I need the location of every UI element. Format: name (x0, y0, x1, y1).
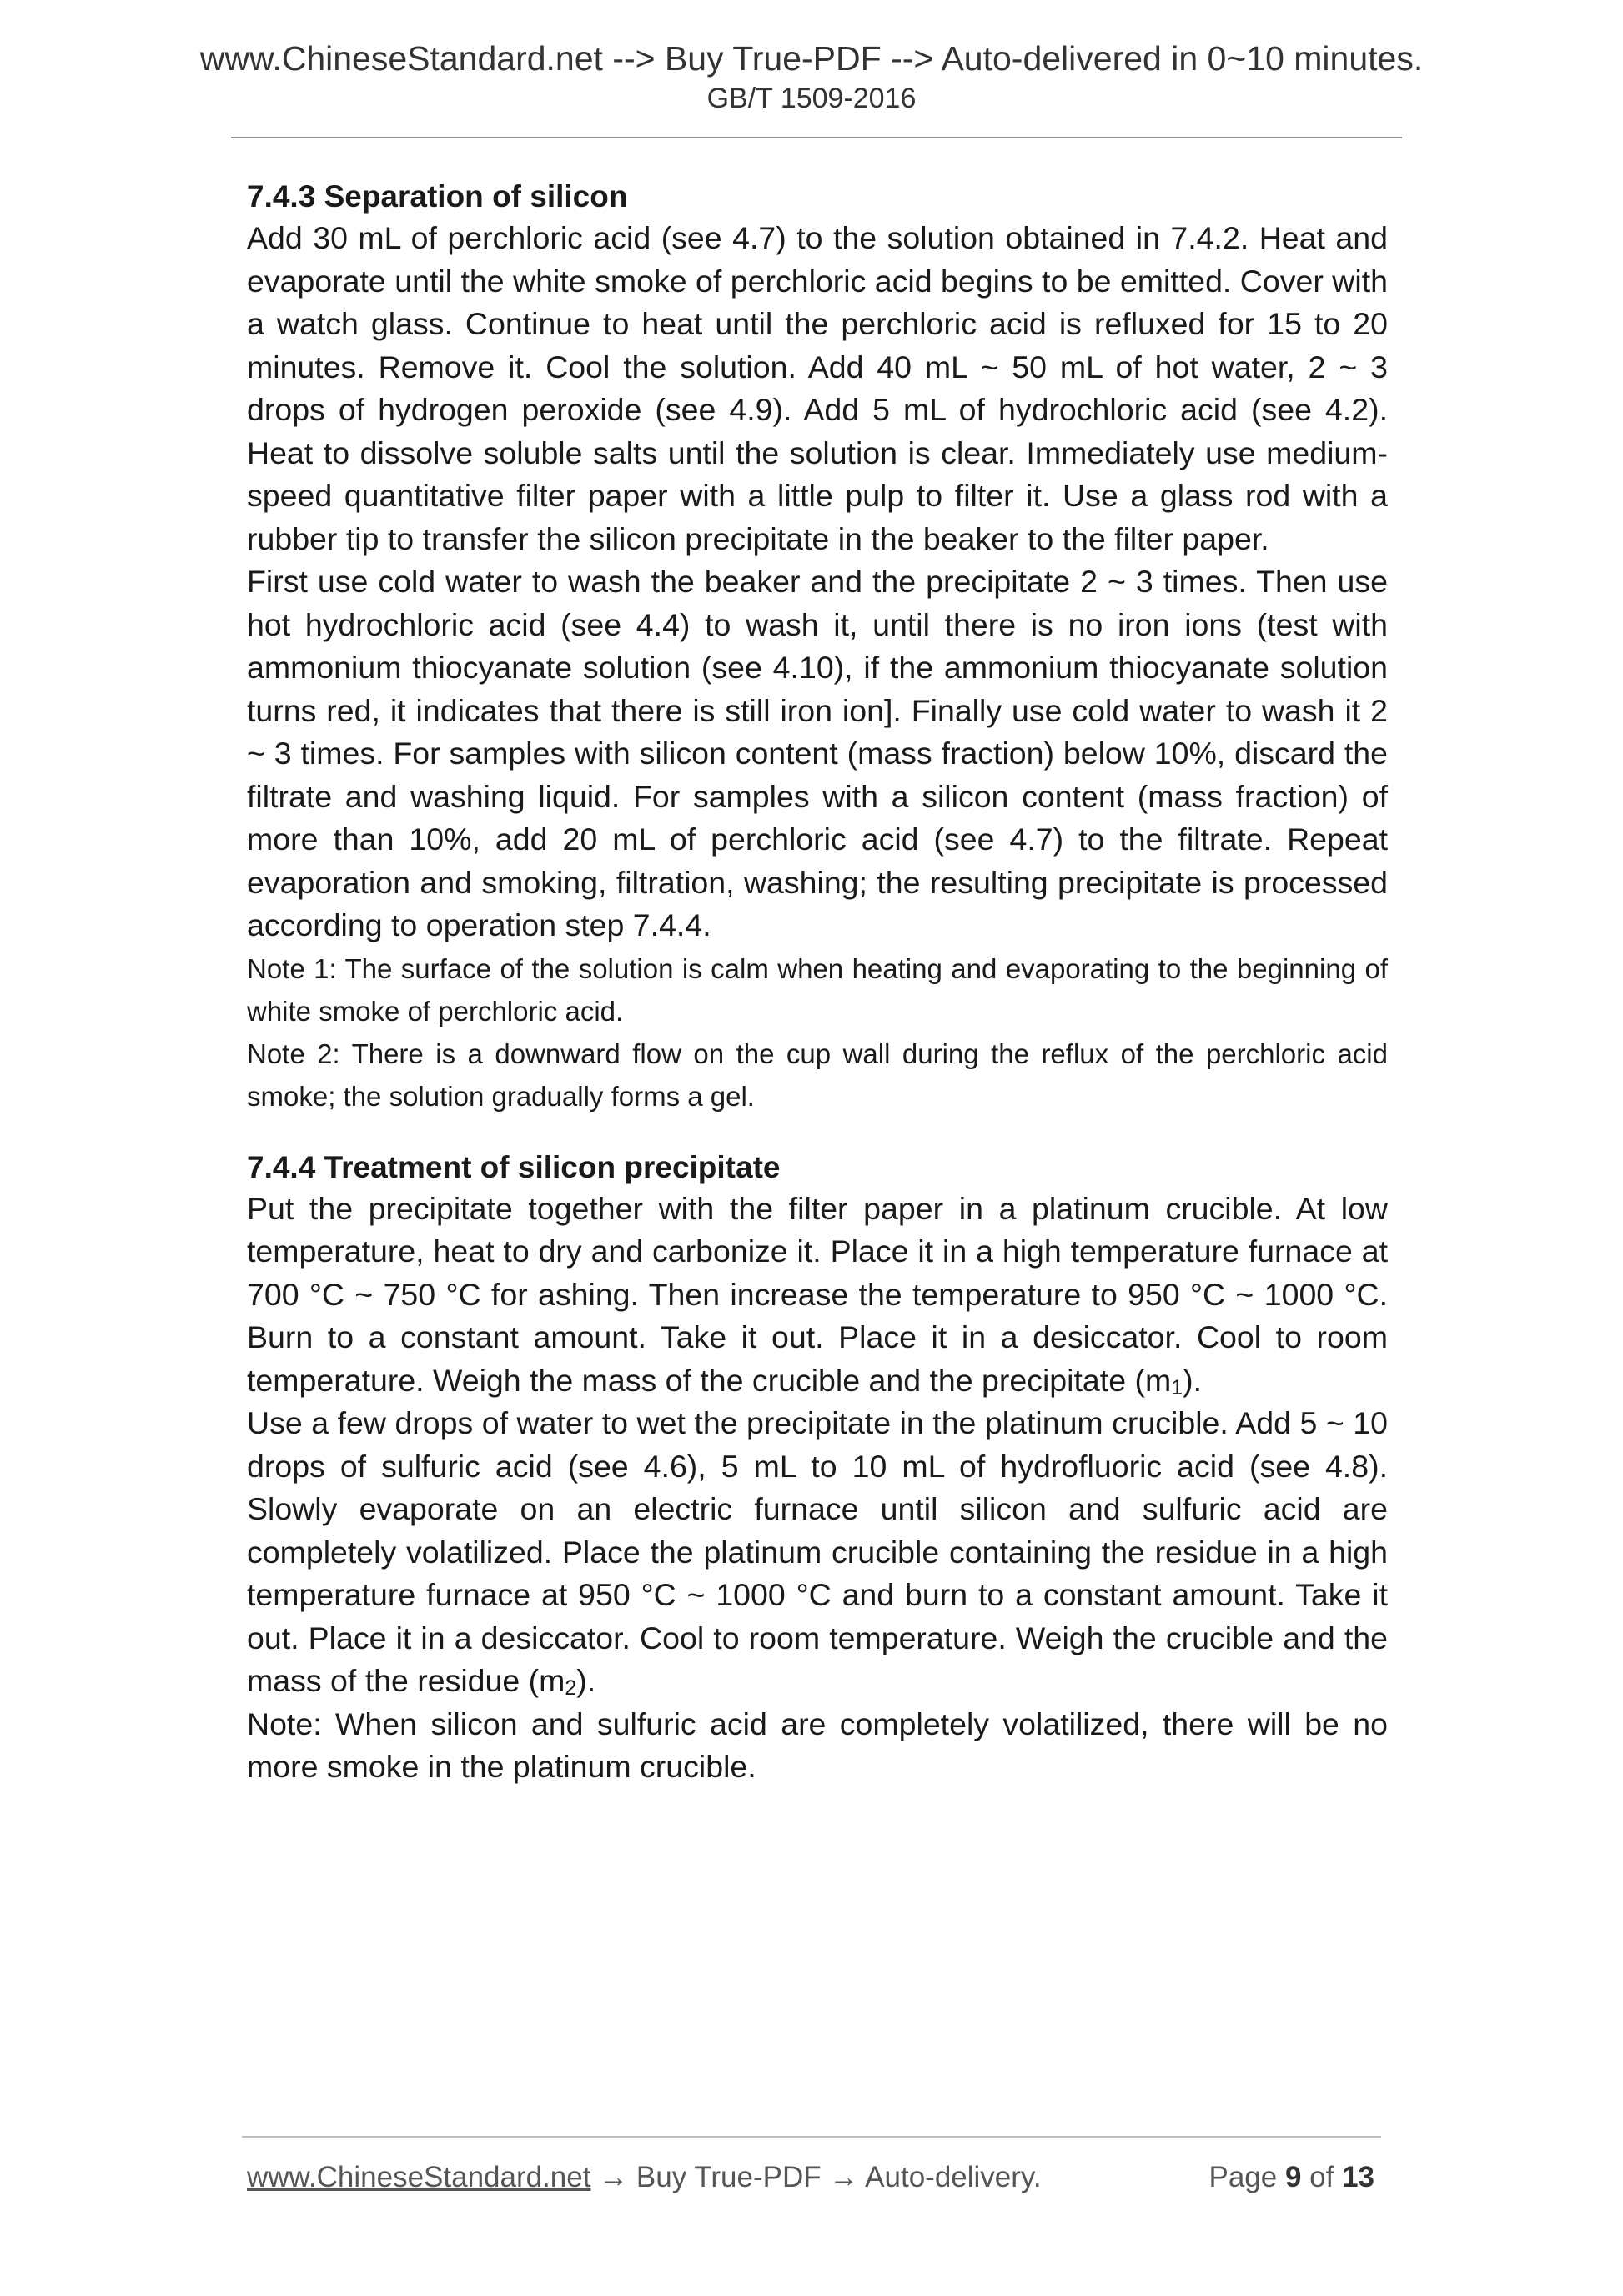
of-label: of (1301, 2161, 1343, 2193)
paragraph-volatilization-end: ). (576, 1663, 596, 1698)
note-2: Note 2: There is a downward flow on the cup wall during the reflux of the perchloric acid smoke; the solution gradually forms a gel. (247, 1037, 1388, 1112)
site-banner: www.ChineseStandard.net --> Buy True-PDF --> Auto-delivered in 0~10 minutes. (199, 39, 1424, 78)
section-heading-7-4-3: 7.4.3 Separation of silicon (247, 179, 628, 214)
note-1: Note 1: The surface of the solution is calm when heating and evaporating to the beginning of white smoke of perchloric acid. (247, 952, 1388, 1027)
page-indicator (1208, 2157, 1374, 2198)
mass-subscript-2: 2 (565, 1676, 577, 1700)
footer-divider (242, 2136, 1381, 2138)
paragraph-ashing-procedure (247, 1188, 1388, 1403)
section-heading-7-4-4: 7.4.4 Treatment of silicon precipitate (247, 1149, 781, 1184)
paragraph-washing-procedure: First use cold water to wash the beaker and the precipitate 2 ~ 3 times. Then use hot hydrochloric acid (see 4.4) to wash it, until there is no iron ions (test with ammonium thiocyanate solution (see 4.10), if the ammonium thiocyanate solution turns red, it indicates that there is still iron ion]. Finally use cold water to wash it 2 ~ 3 times. For samples with silicon content (mass fraction) below 10%, discard the filtrate and washing liquid. For samples with a silicon content (mass fraction) of more than 10%, add 20 mL of perchloric acid (see 4.7) to the filtrate. Repeat evaporation and smoking, filtration, washing; the resulting precipitate is processed according to operation step 7.4.4. (247, 564, 1388, 942)
page-label: Page (1208, 2161, 1285, 2193)
note-volatilization: Note: When silicon and sulfuric acid are completely volatilized, there will be no more smoke in the platinum crucible. (247, 1706, 1388, 1784)
standard-code: GB/T 1509-2016 (706, 83, 917, 114)
mass-subscript-1: 1 (1171, 1375, 1183, 1399)
page-number: 9 (1284, 2161, 1302, 2193)
footer-tagline: → Buy True-PDF → Auto-delivery. (590, 2161, 1042, 2193)
page-content (247, 177, 1388, 1789)
paragraph-separation-procedure: Add 30 mL of perchloric acid (see 4.7) to the solution obtained in 7.4.2. Heat and evaporate until the white smoke of perchloric acid begins to be emitted. Cover with a watch glass. Continue to heat until the perchloric acid is refluxed for 15 to 20 minutes. Remove it. Cool the solution. Add 40 mL ~ 50 mL of hot water, 2 ~ 3 drops of hydrogen peroxide (see 4.9). Add 5 mL of hydrochloric acid (see 4.2). Heat to dissolve soluble salts until the solution is clear. Immediately use medium-speed quantitative filter paper with a little pulp to filter it. Use a glass rod with a rubber tip to transfer the silicon precipitate in the beaker to the filter paper. (247, 220, 1388, 556)
paragraph-ashing-text: Put the precipitate together with the filter paper in a platinum crucible. At low temperature, heat to dry and carbonize it. Place it in a high temperature furnace at 700 °C ~ 750 °C for ashing. Then increase the temperature to 950 °C ~ 1000 °C. Burn to a constant amount. Take it out. Place it in a desiccator. Cool to room temperature. Weigh the mass of the crucible and the precipitate (m (247, 1190, 1388, 1398)
header-divider (231, 137, 1402, 138)
total-pages: 13 (1342, 2161, 1374, 2193)
page-footer (247, 2157, 1383, 2198)
paragraph-volatilization-procedure (247, 1402, 1388, 1703)
footer-left (247, 2157, 1042, 2198)
paragraph-ashing-end: ). (1183, 1362, 1203, 1398)
footer-site-link[interactable]: www.ChineseStandard.net (247, 2161, 591, 2193)
paragraph-volatilization-text: Use a few drops of water to wet the precipitate in the platinum crucible. Add 5 ~ 10 drops of sulfuric acid (see 4.6), 5 mL to 10 mL of hydrofluoric acid (see 4.8). Slowly evaporate on an electric furnace until silicon and sulfuric acid are completely volatilized. Place the platinum crucible containing the residue in a high temperature furnace at 950 °C ~ 1000 °C and burn to a constant amount. Take it out. Place it in a desiccator. Cool to room temperature. Weigh the crucible and the mass of the residue (m (247, 1405, 1388, 1698)
